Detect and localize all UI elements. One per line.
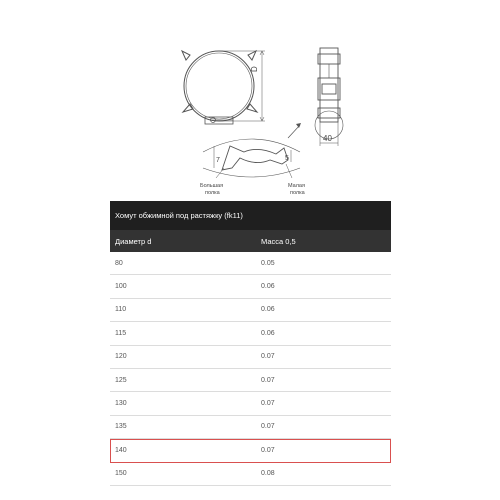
header-diameter: Диаметр d [115,236,152,246]
cell-diameter: 80 [115,259,123,267]
cell-diameter: 110 [115,306,127,314]
small-flange-label-line1: Малая [288,183,305,189]
table-row [110,299,391,322]
detail-arrowhead [296,123,301,128]
cell-diameter: 140 [115,446,127,454]
dimension-7-label: 7 [216,157,220,164]
table-title-text: Хомут обжимной под растяжку (fk11) [115,211,243,220]
table-body [110,252,391,486]
cell-mass: 0.07 [261,376,275,384]
technical-drawing [0,0,500,200]
table-row [110,392,391,415]
table-row [110,322,391,345]
table-row [110,369,391,392]
table-header-row [110,230,391,252]
cell-diameter: 100 [115,283,127,291]
cell-mass: 0.08 [261,470,275,478]
table-row [110,463,391,486]
dimension-d-label: D [250,66,259,72]
spec-table [110,201,391,486]
table-row-highlighted[interactable] [110,439,391,462]
cell-mass: 0.07 [261,400,275,408]
cell-mass: 0.07 [261,353,275,361]
cell-diameter: 115 [115,329,127,337]
dimension-5-label: 5 [285,155,289,162]
clamp-side-view [315,48,343,146]
cell-mass: 0.07 [261,446,275,454]
cell-mass: 0.07 [261,423,275,431]
cell-mass: 0.06 [261,306,275,314]
big-flange-label-line2: полка [205,190,220,196]
big-flange-label-line1: Большая [200,183,224,189]
clamp-front-view [182,51,265,124]
table-row [110,252,391,275]
small-flange-label-line2: полка [290,190,305,196]
cell-mass: 0.05 [261,259,275,267]
table-row [110,416,391,439]
cell-diameter: 150 [115,470,127,478]
clamp-drawing-svg [0,0,500,200]
table-row [110,346,391,369]
cell-diameter: 135 [115,423,127,431]
cell-diameter: 120 [115,353,127,361]
cell-diameter: 130 [115,400,127,408]
cell-mass: 0.06 [261,329,275,337]
detail-arrow [288,125,300,138]
cell-mass: 0.06 [261,283,275,291]
header-mass: Масса 0,5 [261,236,296,246]
table-row [110,275,391,298]
dimension-width-label: 40 [323,134,332,143]
cell-diameter: 125 [115,376,127,384]
table-title [110,201,391,230]
